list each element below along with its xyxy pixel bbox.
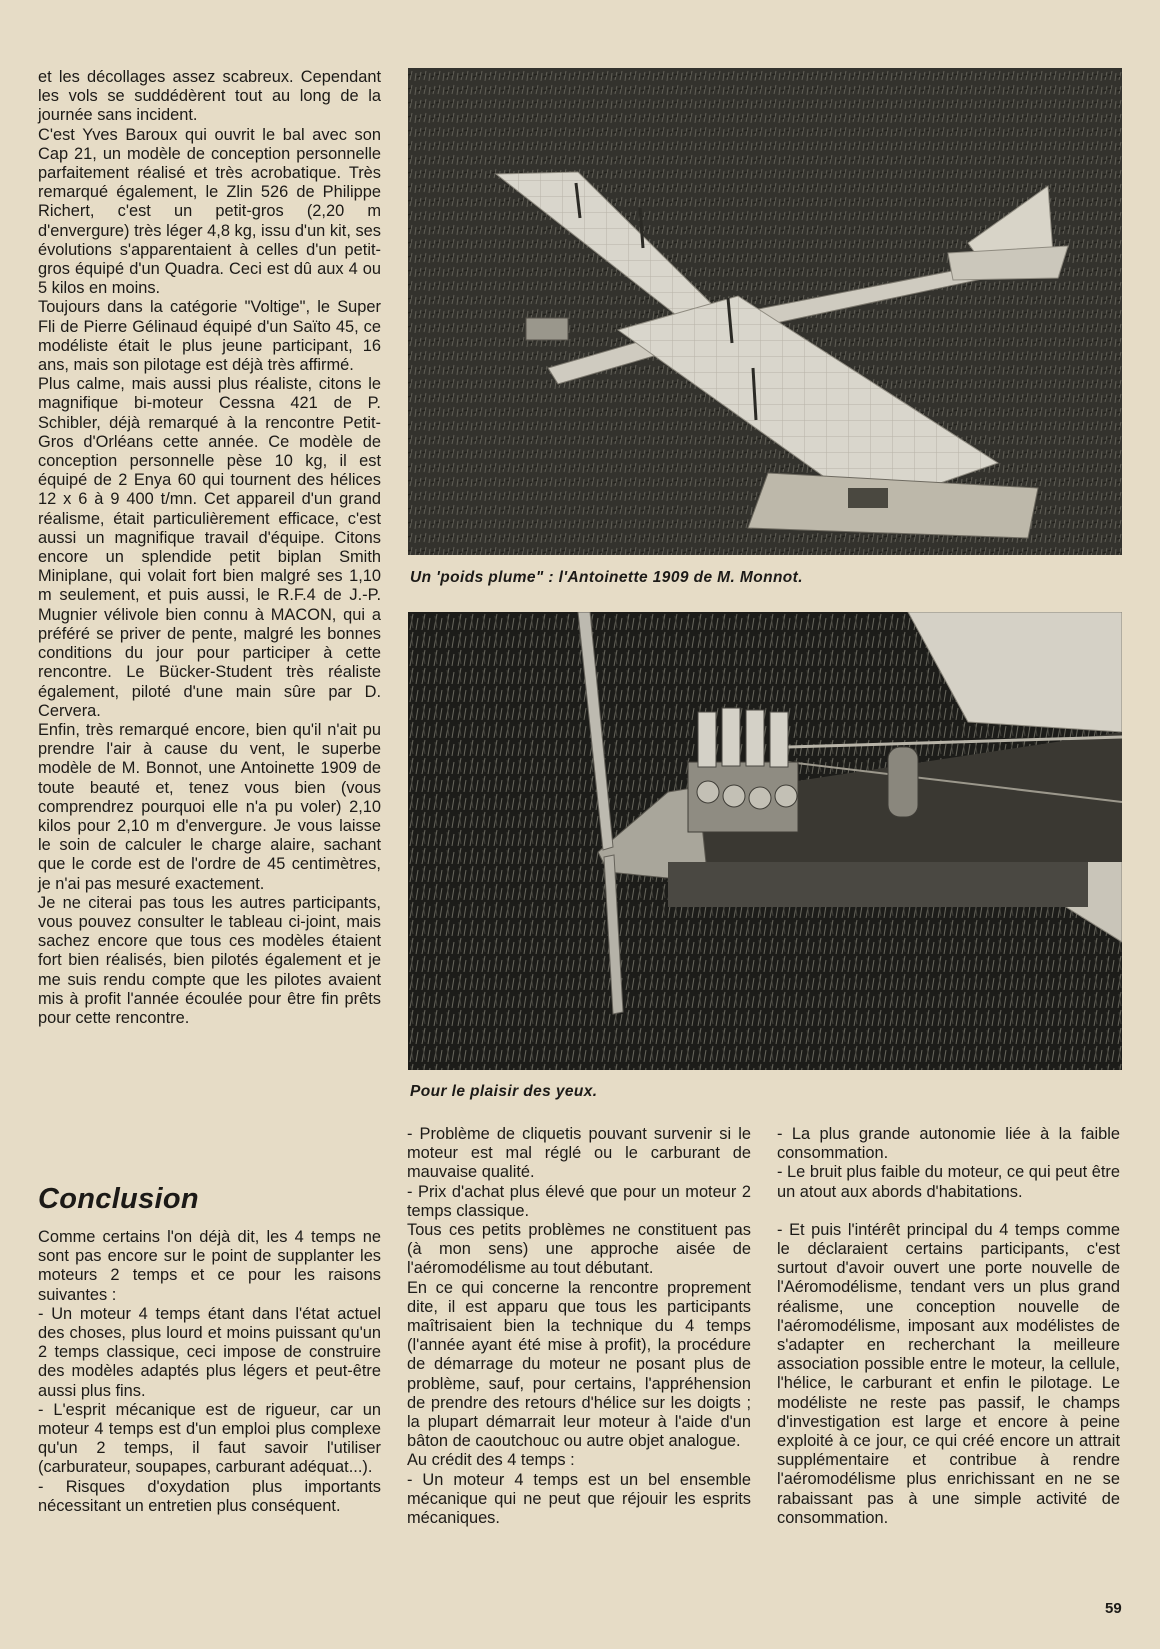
photo-caption: Un 'poids plume" : l'Antoinette 1909 de M. Monnot. <box>410 569 803 586</box>
page-number: 59 <box>1105 1600 1122 1617</box>
paragraph: - Et puis l'intérêt principal du 4 temps comme le déclaraient certains participants, c'est surtout d'avoir ouvert une porte nouvelle de l'Aéromodélisme, tendant vers un plus grand réalisme, une conception nouvelle de l'aéromodélisme, imposant aux modélistes de s'adapter en recherchant la meilleure association possible entre le moteur, la cellule, l'hélice, le carburant et enfin le pilotage. Le modéliste ne reste pas passif, le champs d'investigation est large et encore à peine exploité à ce jour, ce qui créé encore un attrait supplémentaire et contribue à rendre l'aéromodélisme plus enrichissant en ne se rabaissant pas à une simple activité de consommation. <box>777 1220 1120 1527</box>
paragraph: Toujours dans la catégorie "Voltige", le Super Fli de Pierre Gélinaud équipé d'un Saïto 45, ce modéliste était le plus jeune participant, 16 ans, mais son pilotage est déjà très affirmé. <box>38 298 381 375</box>
paragraph: - Un moteur 4 temps est un bel ensemble mécanique qui ne peut que réjouir les esprits mécaniques. <box>407 1470 751 1528</box>
antoinette-photo <box>408 68 1122 555</box>
paragraph: Je ne citerai pas tous les autres participants, vous pouvez consulter le tableau ci-joint, mais sachez encore que tous ces modèles étaient fort bien réalisés, bien pilotés également et je me suis rendu compte que les pilotes avaient mis à profit l'année écoulée pour être fin prêts pour cette rencontre. <box>38 893 381 1027</box>
paragraph: - Un moteur 4 temps étant dans l'état actuel des choses, plus lourd et moins puissant qu'un 2 temps classique, ceci impose de construire des modèles adaptés plus légers et peut-être aussi plus fins. <box>38 1304 381 1400</box>
paragraph: C'est Yves Baroux qui ouvrit le bal avec son Cap 21, un modèle de conception personnelle parfaitement réalisé et très acrobatique. Très remarqué également, le Zlin 526 de Philippe Richert, c'est un petit-gros (2,20 m d'envergure) très léger 4,8 kg, issu d'un kit, ses évolutions s'apparentaient à celles d'un petit-gros équipé d'un Quadra. Ceci est dû aux 4 ou 5 kilos en moins. <box>38 125 381 298</box>
paragraph: - L'esprit mécanique est de rigueur, car un moteur 4 temps est d'un emploi plus complexe qu'un 2 temps, il faut savoir l'utiliser (carburateur, soupapes, carburant adéquat...). <box>38 1400 381 1477</box>
paragraph: - La plus grande autonomie liée à la faible consommation. <box>777 1125 1120 1163</box>
article-right-column <box>777 1125 1120 1528</box>
paragraph: - Problème de cliquetis pouvant survenir si le moteur est mal réglé ou le carburant de mauvaise qualité. <box>407 1125 751 1182</box>
paragraph: - Risques d'oxydation plus importants nécessitant un entretien plus conséquent. <box>38 1477 381 1515</box>
conclusion-heading: Conclusion <box>38 1183 199 1215</box>
paragraph: - Le bruit plus faible du moteur, ce qui peut être un atout aux abords d'habitations. <box>777 1163 1120 1201</box>
paragraph: - Prix d'achat plus élevé que pour un moteur 2 temps classique. <box>407 1182 751 1220</box>
paragraph: et les décollages assez scabreux. Cependant les vols se suddédèrent tout au long de la journée sans incident. <box>38 68 381 125</box>
engine-photo <box>408 612 1122 1070</box>
paragraph: Plus calme, mais aussi plus réaliste, citons le magnifique bi-moteur Cessna 421 de P. Schibler, déjà remarqué à la rencontre Petit-Gros d'Orléans cette année. Ce modèle de conception personnelle pèse 10 kg, il est équipé de 2 Enya 60 qui tournent des hélices 12 x 6 à 9 400 t/mn. Cet appareil d'un grand réalisme, était particulièrement efficace, c'est aussi un magnifique travail d'équipe. Citons encore un splendide petit biplan Smith Miniplane, qui volait fort bien malgré ses 1,10 m seulement, et puis aussi, le R.F.4 de J.-P. Mugnier vélivole bien connu à MACON, qui a préféré se priver de pente, malgré les bonnes conditions du jour pour participer à cette rencontre. Le Bücker-Student très réaliste également, piloté d'une main sûre par D. Cervera. <box>38 375 381 720</box>
paragraph: En ce qui concerne la rencontre proprement dite, il est apparu que tous les participants maîtrisaient bien la technique du 4 temps (l'année ayant été mise à profit), la procédure de démarrage du moteur ne posant plus de problème, sauf, pour certains, l'appréhension de prendre des retours d'hélice sur les doigts ; la plupart démarrait leur moteur à l'aide d'un bâton de caoutchouc ou autre objet analogue. <box>407 1278 751 1451</box>
article-left-column <box>38 68 381 1028</box>
paragraph: Tous ces petits problèmes ne constituent pas (à mon sens) une approche aisée de l'aéromodélisme au tout débutant. <box>407 1221 751 1278</box>
photo-caption: Pour le plaisir des yeux. <box>410 1083 598 1100</box>
paragraph: Enfin, très remarqué encore, bien qu'il n'ait pu prendre l'air à cause du vent, le superbe modèle de M. Bonnot, une Antoinette 1909 de toute beauté et, tenez vous bien (vous comprendrez pourquoi elle n'a pu voler) 2,10 kilos pour 2,10 m d'envergure. Je vous laisse le soin de calculer le charge alaire, sachant que le corde est de l'ordre de 45 centimètres, je n'ai pas mesuré exactement. <box>38 720 381 893</box>
conclusion-column <box>38 1228 381 1516</box>
paragraph: Au crédit des 4 temps : <box>407 1451 575 1470</box>
paragraph: Comme certains l'on déjà dit, les 4 temps ne sont pas encore sur le point de supplanter les moteurs 2 temps et ce pour les raisons suivantes : <box>38 1228 381 1304</box>
article-middle-column <box>407 1125 751 1528</box>
